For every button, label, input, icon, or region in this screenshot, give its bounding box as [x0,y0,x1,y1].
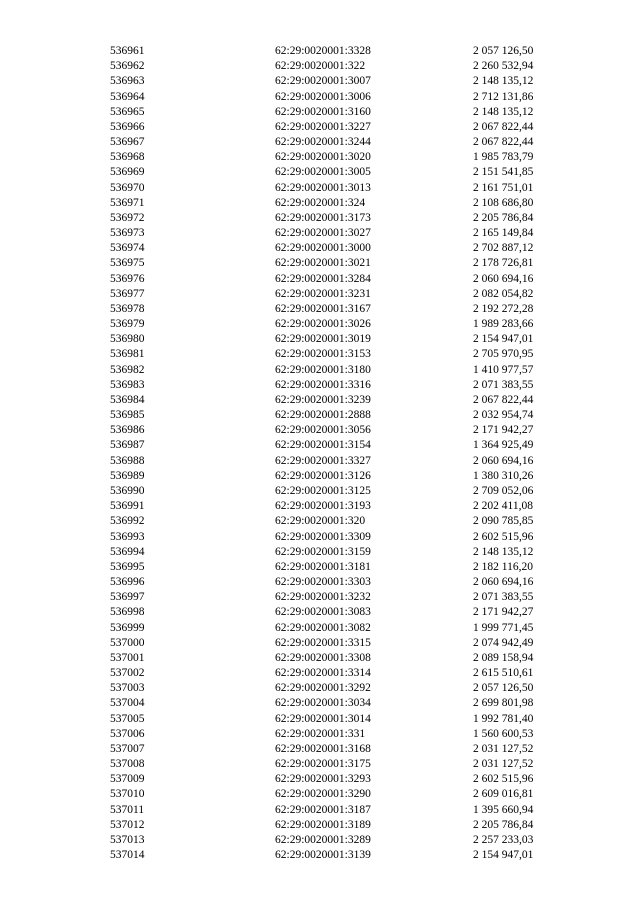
cadastral-value-table [110,44,540,863]
cadastral-value-cell: 1 999 771,45 [473,621,534,634]
table-row [110,423,540,438]
cadastral-number-cell: 62:29:0020001:3173 [275,211,371,224]
table-row [110,317,540,332]
cadastral-value-cell: 1 985 783,79 [473,151,534,164]
cadastral-value-cell: 2 205 786,84 [473,818,534,831]
row-number-cell: 536988 [110,454,145,467]
row-number-cell: 537001 [110,651,145,664]
cadastral-value-cell: 1 992 781,40 [473,712,534,725]
row-number-cell: 537004 [110,697,145,710]
row-number-cell: 537009 [110,773,145,786]
table-row [110,287,540,302]
row-number-cell: 536986 [110,424,145,437]
table-row [110,241,540,256]
cadastral-number-cell: 62:29:0020001:3013 [275,181,371,194]
row-number-cell: 536966 [110,120,145,133]
row-number-cell: 536982 [110,363,145,376]
row-number-cell: 536967 [110,136,145,149]
table-row [110,530,540,545]
table-row [110,727,540,742]
cadastral-number-cell: 62:29:0020001:3314 [275,667,371,680]
row-number-cell: 536997 [110,591,145,604]
row-number-cell: 537000 [110,636,145,649]
table-row [110,120,540,135]
cadastral-value-cell: 2 082 054,82 [473,287,534,300]
table-row [110,44,540,59]
cadastral-number-cell: 62:29:0020001:3193 [275,500,371,513]
cadastral-number-cell: 62:29:0020001:3293 [275,773,371,786]
row-number-cell: 536972 [110,211,145,224]
cadastral-number-cell: 62:29:0020001:3239 [275,393,371,406]
cadastral-value-cell: 2 090 785,85 [473,515,534,528]
row-number-cell: 536962 [110,60,145,73]
table-row [110,90,540,105]
cadastral-number-cell: 62:29:0020001:3139 [275,849,371,862]
row-number-cell: 536987 [110,439,145,452]
row-number-cell: 536989 [110,469,145,482]
cadastral-number-cell: 62:29:0020001:3284 [275,272,371,285]
row-number-cell: 537011 [110,803,145,816]
cadastral-number-cell: 62:29:0020001:3082 [275,621,371,634]
table-row [110,772,540,787]
cadastral-value-cell: 2 171 942,27 [473,606,534,619]
cadastral-value-cell: 1 989 283,66 [473,318,534,331]
cadastral-number-cell: 62:29:0020001:3153 [275,348,371,361]
cadastral-value-cell: 1 560 600,53 [473,727,534,740]
cadastral-number-cell: 62:29:0020001:3020 [275,151,371,164]
cadastral-number-cell: 62:29:0020001:3189 [275,818,371,831]
row-number-cell: 537012 [110,818,145,831]
table-row [110,787,540,802]
cadastral-value-cell: 2 202 411,08 [473,500,533,513]
table-row [110,499,540,514]
cadastral-value-cell: 1 380 310,26 [473,469,534,482]
cadastral-number-cell: 62:29:0020001:324 [275,196,366,209]
cadastral-value-cell: 2 060 694,16 [473,576,534,589]
row-number-cell: 537010 [110,788,145,801]
table-row [110,514,540,529]
cadastral-number-cell: 62:29:0020001:3005 [275,166,371,179]
cadastral-number-cell: 62:29:0020001:3159 [275,545,371,558]
row-number-cell: 536969 [110,166,145,179]
cadastral-number-cell: 62:29:0020001:3006 [275,90,371,103]
cadastral-value-cell: 2 148 135,12 [473,545,534,558]
cadastral-number-cell: 62:29:0020001:3244 [275,136,371,149]
cadastral-number-cell: 62:29:0020001:3327 [275,454,371,467]
row-number-cell: 537005 [110,712,145,725]
table-row [110,848,540,863]
cadastral-number-cell: 62:29:0020001:3083 [275,606,371,619]
cadastral-number-cell: 62:29:0020001:3316 [275,378,371,391]
table-row [110,590,540,605]
row-number-cell: 536983 [110,378,145,391]
table-row [110,651,540,666]
cadastral-value-cell: 2 161 751,01 [473,181,534,194]
cadastral-value-cell: 2 031 127,52 [473,742,534,755]
table-row [110,272,540,287]
table-row [110,469,540,484]
table-row [110,59,540,74]
table-row [110,757,540,772]
cadastral-value-cell: 2 602 515,96 [473,773,534,786]
cadastral-number-cell: 62:29:0020001:331 [275,727,366,740]
table-row [110,605,540,620]
cadastral-number-cell: 62:29:0020001:3292 [275,682,371,695]
table-row [110,302,540,317]
cadastral-value-cell: 2 260 532,94 [473,60,534,73]
cadastral-number-cell: 62:29:0020001:3026 [275,318,371,331]
cadastral-number-cell: 62:29:0020001:3289 [275,833,371,846]
table-row [110,636,540,651]
cadastral-number-cell: 62:29:0020001:3175 [275,758,371,771]
row-number-cell: 536991 [110,500,145,513]
table-row [110,363,540,378]
cadastral-value-cell: 2 165 149,84 [473,227,534,240]
cadastral-value-cell: 2 257 233,03 [473,833,534,846]
table-row [110,560,540,575]
row-number-cell: 536964 [110,90,145,103]
cadastral-value-cell: 1 364 925,49 [473,439,534,452]
cadastral-number-cell: 62:29:0020001:3308 [275,651,371,664]
table-row [110,105,540,120]
table-row [110,256,540,271]
cadastral-number-cell: 62:29:0020001:320 [275,515,366,528]
table-row [110,833,540,848]
cadastral-number-cell: 62:29:0020001:3181 [275,560,371,573]
cadastral-number-cell: 62:29:0020001:3021 [275,257,371,270]
cadastral-number-cell: 62:29:0020001:3125 [275,484,371,497]
cadastral-value-cell: 2 067 822,44 [473,393,534,406]
row-number-cell: 536996 [110,576,145,589]
row-number-cell: 537008 [110,758,145,771]
cadastral-number-cell: 62:29:0020001:3303 [275,576,371,589]
table-row [110,696,540,711]
table-row [110,545,540,560]
cadastral-number-cell: 62:29:0020001:2888 [275,409,371,422]
table-row [110,347,540,362]
table-row [110,742,540,757]
row-number-cell: 537003 [110,682,145,695]
cadastral-value-cell: 2 609 016,81 [473,788,534,801]
row-number-cell: 537002 [110,667,145,680]
cadastral-value-cell: 2 060 694,16 [473,272,534,285]
cadastral-value-cell: 2 108 686,80 [473,196,534,209]
cadastral-value-cell: 2 178 726,81 [473,257,534,270]
table-row [110,712,540,727]
cadastral-value-cell: 2 602 515,96 [473,530,534,543]
cadastral-value-cell: 2 709 052,06 [473,484,534,497]
row-number-cell: 536998 [110,606,145,619]
table-row [110,454,540,469]
cadastral-value-cell: 1 395 660,94 [473,803,534,816]
row-number-cell: 536971 [110,196,145,209]
table-row [110,211,540,226]
row-number-cell: 536977 [110,287,145,300]
row-number-cell: 536970 [110,181,145,194]
row-number-cell: 536963 [110,75,145,88]
cadastral-value-cell: 2 151 541,85 [473,166,534,179]
cadastral-value-cell: 2 074 942,49 [473,636,534,649]
row-number-cell: 536968 [110,151,145,164]
table-row [110,408,540,423]
cadastral-value-cell: 2 154 947,01 [473,849,534,862]
cadastral-number-cell: 62:29:0020001:3328 [275,45,371,57]
cadastral-value-cell: 2 089 158,94 [473,651,534,664]
cadastral-number-cell: 62:29:0020001:3160 [275,105,371,118]
table-row [110,196,540,211]
cadastral-number-cell: 62:29:0020001:3180 [275,363,371,376]
cadastral-value-cell: 2 702 887,12 [473,242,534,255]
cadastral-value-cell: 2 171 942,27 [473,424,534,437]
cadastral-value-cell: 2 031 127,52 [473,758,534,771]
row-number-cell: 536990 [110,484,145,497]
cadastral-value-cell: 2 067 822,44 [473,136,534,149]
row-number-cell: 536965 [110,105,145,118]
cadastral-number-cell: 62:29:0020001:3167 [275,302,371,315]
row-number-cell: 536978 [110,302,145,315]
row-number-cell: 536973 [110,227,145,240]
row-number-cell: 536981 [110,348,145,361]
cadastral-value-cell: 2 712 131,86 [473,90,534,103]
row-number-cell: 536992 [110,515,145,528]
table-row [110,438,540,453]
row-number-cell: 536979 [110,318,145,331]
row-number-cell: 536976 [110,272,145,285]
cadastral-value-cell: 2 060 694,16 [473,454,534,467]
table-row [110,621,540,636]
cadastral-value-cell: 2 071 383,55 [473,378,534,391]
table-row [110,393,540,408]
cadastral-value-cell: 2 071 383,55 [473,591,534,604]
row-number-cell: 536999 [110,621,145,634]
cadastral-value-cell: 2 032 954,74 [473,409,534,422]
row-number-cell: 536980 [110,333,145,346]
row-number-cell: 536975 [110,257,145,270]
cadastral-value-cell: 2 154 947,01 [473,333,534,346]
cadastral-value-cell: 1 410 977,57 [473,363,534,376]
cadastral-number-cell: 62:29:0020001:3007 [275,75,371,88]
table-row [110,181,540,196]
cadastral-value-cell: 2 057 126,50 [473,682,534,695]
row-number-cell: 536993 [110,530,145,543]
cadastral-value-cell: 2 205 786,84 [473,211,534,224]
cadastral-value-cell: 2 148 135,12 [473,105,534,118]
row-number-cell: 537006 [110,727,145,740]
table-row [110,165,540,180]
table-row [110,818,540,833]
table-row [110,135,540,150]
cadastral-number-cell: 62:29:0020001:3126 [275,469,371,482]
table-row [110,575,540,590]
cadastral-number-cell: 62:29:0020001:3227 [275,120,371,133]
row-number-cell: 536984 [110,393,145,406]
table-row [110,666,540,681]
cadastral-number-cell: 62:29:0020001:3232 [275,591,371,604]
cadastral-number-cell: 62:29:0020001:3309 [275,530,371,543]
row-number-cell: 537007 [110,742,145,755]
row-number-cell: 537014 [110,849,145,862]
table-row [110,803,540,818]
table-row [110,150,540,165]
cadastral-value-cell: 2 615 510,61 [473,667,534,680]
cadastral-number-cell: 62:29:0020001:3027 [275,227,371,240]
row-number-cell: 537013 [110,833,145,846]
cadastral-value-cell: 2 705 970,95 [473,348,534,361]
cadastral-number-cell: 62:29:0020001:3154 [275,439,371,452]
cadastral-number-cell: 62:29:0020001:3000 [275,242,371,255]
cadastral-number-cell: 62:29:0020001:3315 [275,636,371,649]
cadastral-number-cell: 62:29:0020001:322 [275,60,366,73]
cadastral-number-cell: 62:29:0020001:3014 [275,712,371,725]
cadastral-number-cell: 62:29:0020001:3056 [275,424,371,437]
row-number-cell: 536994 [110,545,145,558]
cadastral-number-cell: 62:29:0020001:3231 [275,287,371,300]
table-row [110,226,540,241]
cadastral-value-cell: 2 067 822,44 [473,120,534,133]
row-number-cell: 536995 [110,560,145,573]
cadastral-number-cell: 62:29:0020001:3290 [275,788,371,801]
cadastral-number-cell: 62:29:0020001:3019 [275,333,371,346]
table-row [110,74,540,89]
row-number-cell: 536974 [110,242,145,255]
cadastral-value-cell: 2 148 135,12 [473,75,534,88]
row-number-cell: 536961 [110,45,145,57]
row-number-cell: 536985 [110,409,145,422]
cadastral-number-cell: 62:29:0020001:3187 [275,803,371,816]
cadastral-value-cell: 2 182 116,20 [473,560,533,573]
cadastral-value-cell: 2 192 272,28 [473,302,534,315]
cadastral-number-cell: 62:29:0020001:3034 [275,697,371,710]
table-row [110,378,540,393]
cadastral-value-cell: 2 057 126,50 [473,45,534,57]
cadastral-value-cell: 2 699 801,98 [473,697,534,710]
table-row [110,681,540,696]
table-row [110,332,540,347]
table-row [110,484,540,499]
cadastral-number-cell: 62:29:0020001:3168 [275,742,371,755]
